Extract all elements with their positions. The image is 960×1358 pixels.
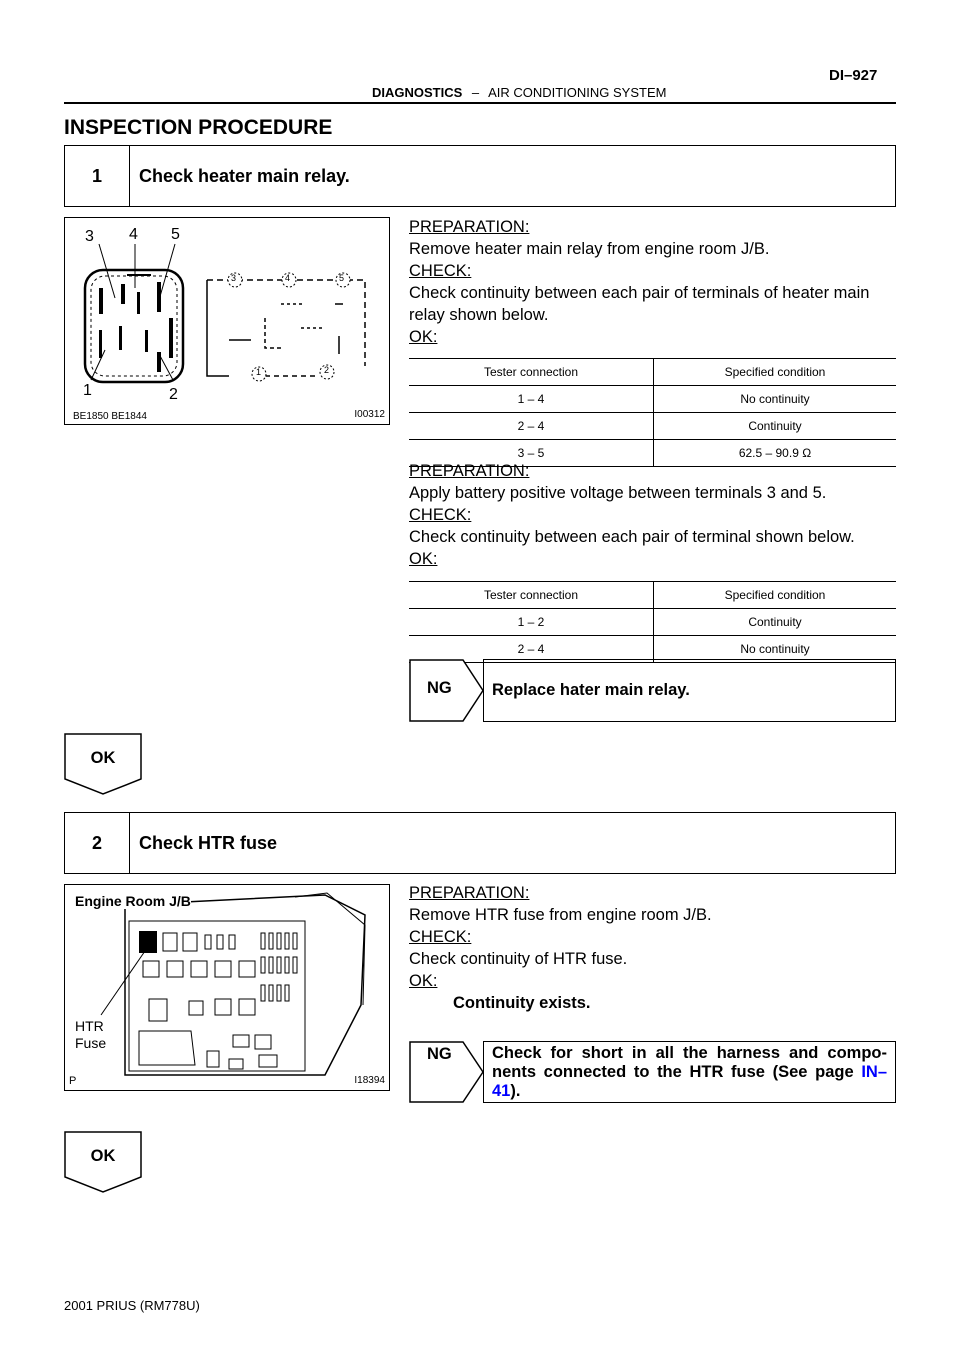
ng-action: Replace hater main relay. bbox=[483, 659, 896, 722]
table-header-row bbox=[409, 359, 896, 386]
schematic-terminal: 5 bbox=[339, 273, 345, 283]
pointer-label-line: HTR bbox=[75, 1018, 104, 1034]
check-text: Check continuity of HTR fuse. bbox=[409, 950, 628, 968]
terminal-label: 4 bbox=[129, 226, 138, 243]
step-number: 1 bbox=[65, 146, 130, 206]
page-link[interactable]: IN–41 bbox=[492, 1063, 888, 1100]
header-subsection: AIR CONDITIONING SYSTEM bbox=[488, 85, 667, 100]
table-cell: Continuity bbox=[654, 609, 897, 636]
figure-caption: Engine Room J/B bbox=[75, 893, 191, 909]
check-label: CHECK: bbox=[409, 506, 472, 524]
schematic-terminal: 4 bbox=[285, 273, 291, 283]
page-title: INSPECTION PROCEDURE bbox=[64, 116, 333, 139]
figure-code: BE1850 BE1844 bbox=[73, 411, 147, 422]
schematic-terminal: 1 bbox=[256, 367, 262, 377]
pointer-label bbox=[75, 1018, 106, 1052]
step-number: 2 bbox=[65, 813, 130, 873]
table-cell: 2 – 4 bbox=[409, 413, 654, 440]
relay-diagram bbox=[65, 218, 389, 424]
schematic-terminal: 3 bbox=[231, 273, 237, 283]
header-sep: – bbox=[471, 85, 480, 100]
check-text: Check continuity between each pair of terminal shown below. bbox=[409, 528, 855, 546]
header-rule bbox=[64, 102, 896, 104]
ng-action-tail: ). bbox=[510, 1082, 521, 1100]
step-title: Check heater main relay. bbox=[139, 165, 350, 186]
ok-label: OK: bbox=[409, 972, 438, 990]
terminal-label: 3 bbox=[85, 228, 94, 245]
ok-tab-1 bbox=[64, 733, 142, 795]
table-cell: 1 – 2 bbox=[409, 609, 654, 636]
junction-block-diagram bbox=[65, 885, 389, 1090]
table-row bbox=[409, 609, 896, 636]
check-text: Check continuity between each pair of terminals of heater main relay shown below. bbox=[409, 284, 870, 324]
table-cell: 1 – 4 bbox=[409, 386, 654, 413]
spec-table-1 bbox=[409, 358, 896, 467]
table-header: Specified condition bbox=[654, 582, 897, 609]
table-row bbox=[409, 386, 896, 413]
preparation-text: Apply battery positive voltage between terminals 3 and 5. bbox=[409, 484, 827, 502]
ng-result-2 bbox=[409, 1041, 896, 1103]
step-title: Check HTR fuse bbox=[139, 832, 278, 853]
page-number: DI–927 bbox=[829, 67, 878, 84]
ok-condition: Continuity exists. bbox=[453, 994, 591, 1012]
step-2-header bbox=[64, 812, 896, 874]
table-cell: 62.5 – 90.9 Ω bbox=[654, 440, 897, 467]
ng-action-text: Check for short in all the harness and compo- nents connected to the HTR fuse (See page bbox=[492, 1044, 887, 1081]
table-header: Specified condition bbox=[654, 359, 897, 386]
figure-code: I00312 bbox=[354, 409, 385, 420]
table-cell: No continuity bbox=[654, 386, 897, 413]
spec-table-2 bbox=[409, 581, 896, 663]
preparation-text: Remove heater main relay from engine room J/B. bbox=[409, 240, 770, 258]
ok-label: OK bbox=[90, 749, 116, 767]
table-row bbox=[409, 413, 896, 440]
footer-model: 2001 PRIUS (RM778U) bbox=[64, 1298, 200, 1313]
check-label: CHECK: bbox=[409, 262, 472, 280]
step-1-instructions bbox=[409, 216, 897, 348]
table-cell: No continuity bbox=[654, 636, 897, 663]
table-header: Tester connection bbox=[409, 359, 654, 386]
table-header: Tester connection bbox=[409, 582, 654, 609]
figure-code: I18394 bbox=[354, 1075, 385, 1086]
terminal-label: 2 bbox=[169, 386, 178, 403]
table-header-row bbox=[409, 582, 896, 609]
pointer-label-line: Fuse bbox=[75, 1035, 107, 1051]
step-1-header bbox=[64, 145, 896, 207]
ok-label: OK: bbox=[409, 550, 438, 568]
ng-label: NG bbox=[427, 679, 452, 697]
ng-result-1 bbox=[409, 659, 896, 722]
check-label: CHECK: bbox=[409, 928, 472, 946]
table-cell: 3 – 5 bbox=[409, 440, 654, 467]
ng-action bbox=[483, 1041, 896, 1103]
preparation-text: Remove HTR fuse from engine room J/B. bbox=[409, 906, 712, 924]
table-cell: 2 – 4 bbox=[409, 636, 654, 663]
running-header bbox=[372, 85, 666, 100]
ok-tab-2 bbox=[64, 1131, 142, 1193]
relay-figure bbox=[64, 217, 390, 425]
table-cell: Continuity bbox=[654, 413, 897, 440]
step-2-instructions bbox=[409, 882, 897, 1014]
header-section: DIAGNOSTICS bbox=[372, 85, 463, 100]
terminal-label: 5 bbox=[171, 226, 180, 243]
fuse-box-figure bbox=[64, 884, 390, 1091]
step-1-instructions-2 bbox=[409, 460, 897, 570]
ok-label: OK: bbox=[409, 328, 438, 346]
ng-label: NG bbox=[427, 1045, 452, 1063]
ok-label: OK bbox=[90, 1147, 116, 1165]
figure-corner-mark: P bbox=[69, 1075, 77, 1087]
schematic-terminal: 2 bbox=[324, 365, 330, 375]
preparation-label: PREPARATION: bbox=[409, 462, 530, 480]
preparation-label: PREPARATION: bbox=[409, 218, 530, 236]
preparation-label: PREPARATION: bbox=[409, 884, 530, 902]
terminal-label: 1 bbox=[83, 382, 92, 399]
